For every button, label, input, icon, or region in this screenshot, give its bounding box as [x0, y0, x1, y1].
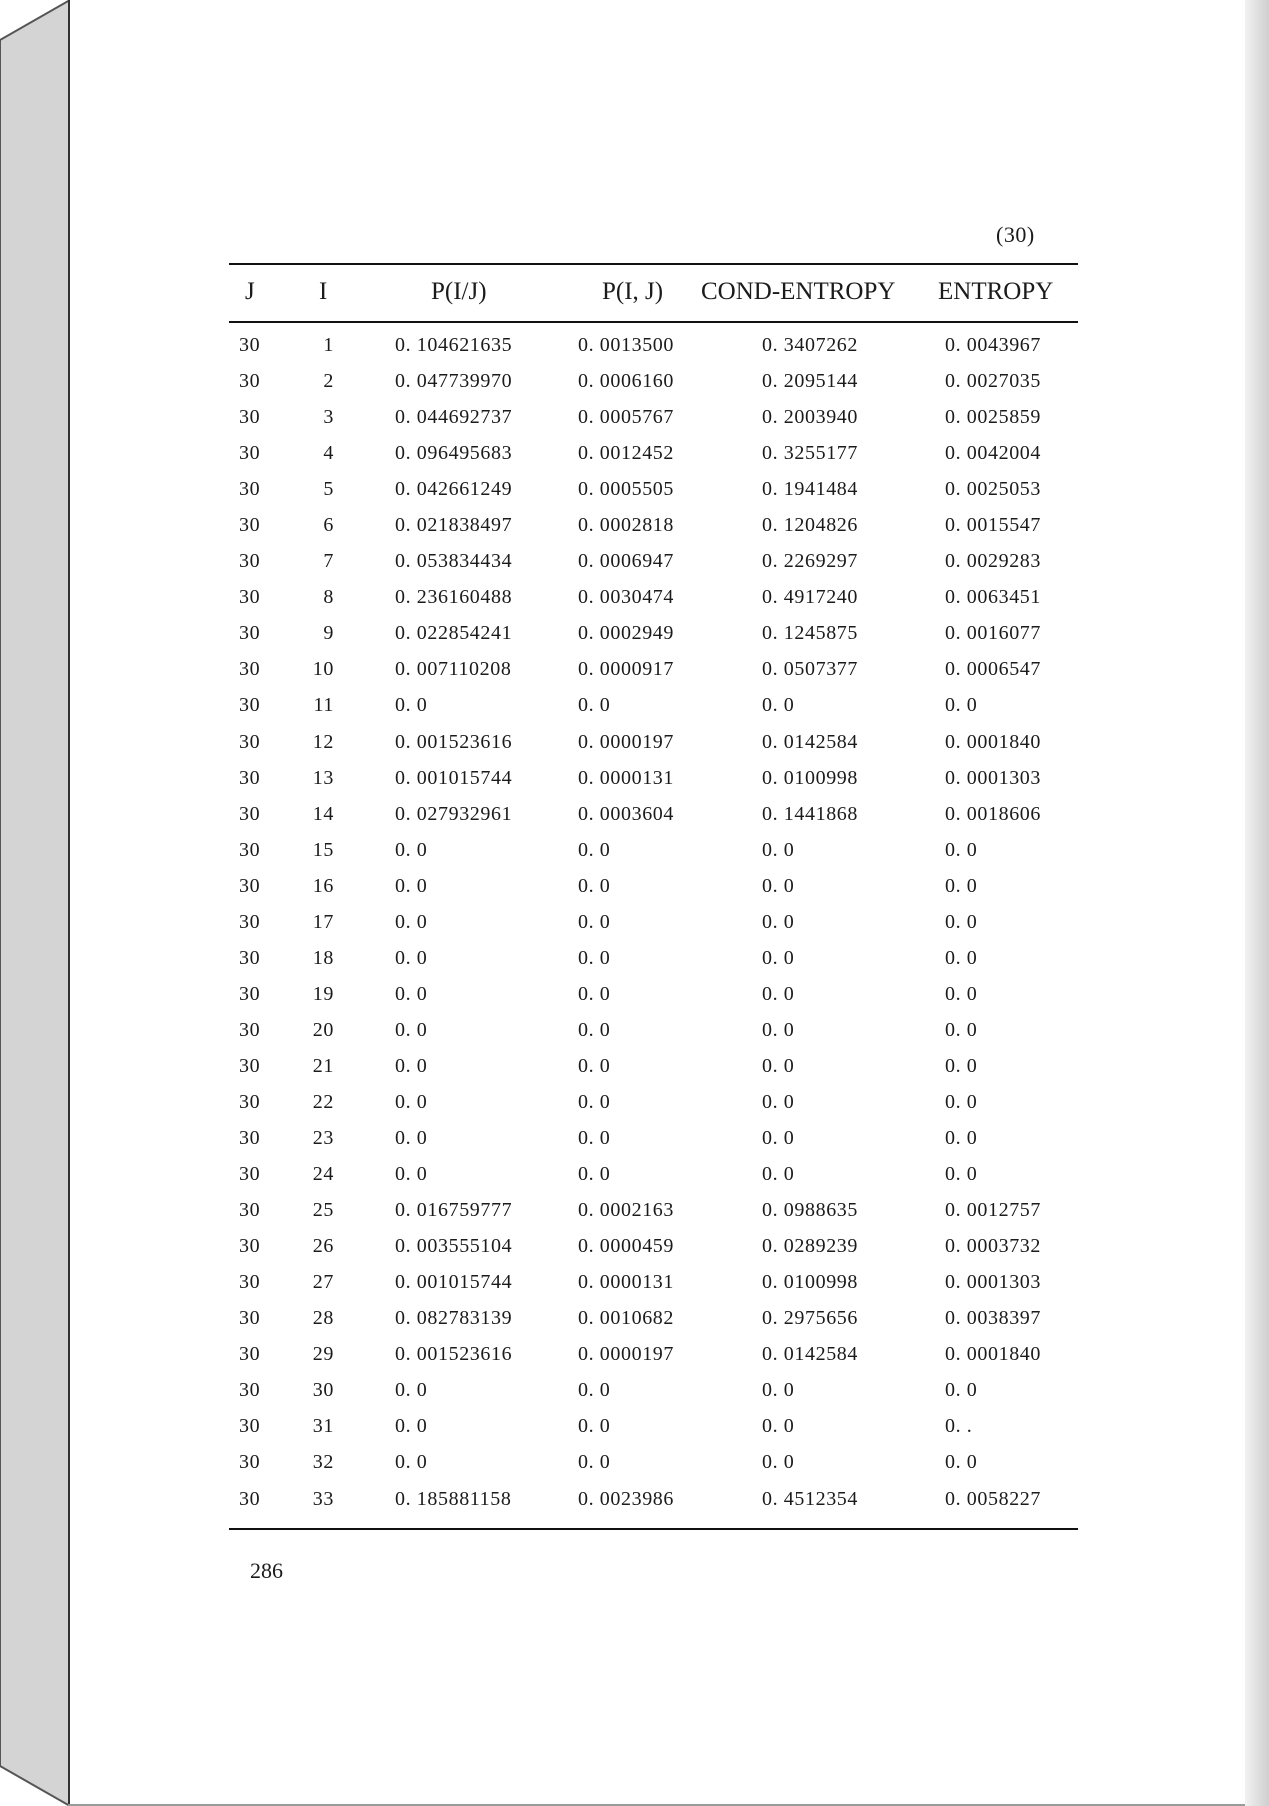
cell-cond-entropy: 0. 0289239: [762, 1235, 858, 1258]
cell-i: 2: [323, 370, 334, 393]
table-row: [229, 1484, 1078, 1520]
cell-conditional-probability: 0. 001523616: [395, 730, 513, 753]
column-header-entropy: ENTROPY: [938, 278, 1054, 305]
cell-entropy: 0. 0025859: [945, 406, 1041, 429]
table-row: [229, 1159, 1078, 1195]
cell-joint-probability: 0. 0005505: [578, 478, 674, 501]
cell-conditional-probability: 0. 0: [395, 1451, 428, 1474]
cell-j: 30: [239, 1054, 261, 1077]
cell-i: 33: [312, 1487, 334, 1510]
table-row: [229, 1411, 1078, 1447]
cell-joint-probability: 0. 0000131: [578, 1271, 674, 1294]
cell-entropy: 0. 0: [945, 1018, 978, 1041]
cell-entropy: 0. 0012757: [945, 1199, 1041, 1222]
cell-i: 3: [323, 406, 334, 429]
cell-entropy: 0. 0: [945, 694, 978, 717]
table-section-tag: (30): [996, 222, 1035, 247]
cell-i: 19: [312, 982, 334, 1005]
table-row: [229, 1015, 1078, 1051]
cell-cond-entropy: 0. 0: [762, 1379, 795, 1402]
cell-cond-entropy: 0. 2003940: [762, 406, 858, 429]
cell-joint-probability: 0. 0005767: [578, 406, 674, 429]
cell-entropy: 0. .: [945, 1415, 973, 1438]
table-row: [229, 1267, 1078, 1303]
cell-j: 30: [239, 1271, 261, 1294]
cell-conditional-probability: 0. 185881158: [395, 1487, 512, 1510]
cell-entropy: 0. 0038397: [945, 1307, 1041, 1330]
cell-j: 30: [239, 1379, 261, 1402]
cell-joint-probability: 0. 0: [578, 874, 611, 897]
cell-conditional-probability: 0. 104621635: [395, 334, 513, 356]
cell-j: 30: [239, 910, 261, 933]
cell-entropy: 0. 0: [945, 1379, 978, 1402]
cell-cond-entropy: 0. 3255177: [762, 442, 858, 465]
cell-joint-probability: 0. 0002949: [578, 622, 674, 645]
cell-i: 10: [312, 658, 334, 681]
cell-joint-probability: 0. 0000131: [578, 766, 674, 789]
table-row: [229, 1051, 1078, 1087]
cell-j: 30: [239, 802, 261, 825]
cell-conditional-probability: 0. 0: [395, 1054, 428, 1077]
cell-j: 30: [239, 550, 261, 573]
scan-right-edge: [1245, 0, 1269, 1806]
cell-entropy: 0. 0: [945, 1451, 978, 1474]
cell-j: 30: [239, 478, 261, 501]
cell-j: 30: [239, 334, 261, 356]
cell-cond-entropy: 0. 0: [762, 874, 795, 897]
cell-entropy: 0. 0015547: [945, 514, 1041, 537]
cell-j: 30: [239, 1307, 261, 1330]
cell-conditional-probability: 0. 0: [395, 1018, 428, 1041]
cell-conditional-probability: 0. 001015744: [395, 1271, 513, 1294]
cell-joint-probability: 0. 0000197: [578, 730, 674, 753]
cell-joint-probability: 0. 0: [578, 1127, 611, 1150]
cell-conditional-probability: 0. 082783139: [395, 1307, 513, 1330]
cell-cond-entropy: 0. 0142584: [762, 1343, 858, 1366]
cell-j: 30: [239, 622, 261, 645]
cell-i: 7: [323, 550, 334, 573]
cell-conditional-probability: 0. 0: [395, 694, 428, 717]
cell-j: 30: [239, 946, 261, 969]
table-row: [229, 1447, 1078, 1483]
cell-cond-entropy: 0. 1245875: [762, 622, 858, 645]
cell-entropy: 0. 0: [945, 1163, 978, 1186]
cell-entropy: 0. 0001840: [945, 730, 1041, 753]
cell-j: 30: [239, 982, 261, 1005]
cell-entropy: 0. 0003732: [945, 1235, 1041, 1258]
cell-j: 30: [239, 1090, 261, 1113]
table-row: [229, 871, 1078, 907]
cell-j: 30: [239, 586, 261, 609]
cell-i: 8: [323, 586, 334, 609]
cell-entropy: 0. 0: [945, 946, 978, 969]
cell-entropy: 0. 0027035: [945, 370, 1041, 393]
cell-i: 1: [323, 334, 334, 356]
cell-i: 31: [312, 1415, 334, 1438]
cell-conditional-probability: 0. 0: [395, 874, 428, 897]
cell-entropy: 0. 0029283: [945, 550, 1041, 573]
cell-conditional-probability: 0. 001015744: [395, 766, 513, 789]
cell-joint-probability: 0. 0000917: [578, 658, 674, 681]
cell-conditional-probability: 0. 096495683: [395, 442, 513, 465]
cell-entropy: 0. 0001303: [945, 1271, 1041, 1294]
cell-joint-probability: 0. 0: [578, 1054, 611, 1077]
cell-cond-entropy: 0. 0: [762, 1054, 795, 1077]
cell-conditional-probability: 0. 0: [395, 1127, 428, 1150]
cell-j: 30: [239, 1415, 261, 1438]
cell-j: 30: [239, 1235, 261, 1258]
cell-conditional-probability: 0. 0: [395, 1415, 428, 1438]
cell-conditional-probability: 0. 053834434: [395, 550, 513, 573]
table-row: [229, 943, 1078, 979]
cell-conditional-probability: 0. 047739970: [395, 370, 513, 393]
table-header-rule: [229, 321, 1078, 323]
cell-cond-entropy: 0. 0: [762, 1018, 795, 1041]
cell-i: 26: [312, 1235, 334, 1258]
cell-conditional-probability: 0. 007110208: [395, 658, 512, 681]
table-header: [229, 266, 1078, 320]
cell-cond-entropy: 0. 0988635: [762, 1199, 858, 1222]
cell-conditional-probability: 0. 044692737: [395, 406, 513, 429]
table-row: [229, 582, 1078, 618]
table-row: [229, 1231, 1078, 1267]
cell-joint-probability: 0. 0023986: [578, 1487, 674, 1510]
cell-conditional-probability: 0. 016759777: [395, 1199, 513, 1222]
cell-joint-probability: 0. 0: [578, 1090, 611, 1113]
column-header-i: I: [319, 278, 328, 305]
cell-conditional-probability: 0. 027932961: [395, 802, 513, 825]
cell-i: 32: [312, 1451, 334, 1474]
table-row: [229, 727, 1078, 763]
cell-j: 30: [239, 766, 261, 789]
cell-j: 30: [239, 1343, 261, 1366]
cell-cond-entropy: 0. 3407262: [762, 334, 858, 356]
cell-i: 29: [312, 1343, 334, 1366]
cell-cond-entropy: 0. 1204826: [762, 514, 858, 537]
cell-i: 24: [312, 1163, 334, 1186]
cell-cond-entropy: 0. 1941484: [762, 478, 858, 501]
cell-joint-probability: 0. 0003604: [578, 802, 674, 825]
cell-entropy: 0. 0018606: [945, 802, 1041, 825]
cell-joint-probability: 0. 0: [578, 1415, 611, 1438]
cell-joint-probability: 0. 0000459: [578, 1235, 674, 1258]
cell-cond-entropy: 0. 2095144: [762, 370, 858, 393]
cell-i: 16: [312, 874, 334, 897]
cell-i: 23: [312, 1127, 334, 1150]
cell-entropy: 0. 0006547: [945, 658, 1041, 681]
cell-cond-entropy: 0. 2269297: [762, 550, 858, 573]
cell-joint-probability: 0. 0: [578, 1163, 611, 1186]
cell-joint-probability: 0. 0: [578, 1018, 611, 1041]
cell-j: 30: [239, 1487, 261, 1510]
table-top-rule: [229, 263, 1078, 265]
cell-conditional-probability: 0. 021838497: [395, 514, 513, 537]
table-row: [229, 835, 1078, 871]
cell-j: 30: [239, 442, 261, 465]
cell-i: 20: [312, 1018, 334, 1041]
cell-i: 17: [312, 910, 334, 933]
cell-joint-probability: 0. 0000197: [578, 1343, 674, 1366]
cell-conditional-probability: 0. 0: [395, 910, 428, 933]
table-row: [229, 402, 1078, 438]
cell-cond-entropy: 0. 0142584: [762, 730, 858, 753]
cell-conditional-probability: 0. 236160488: [395, 586, 513, 609]
cell-cond-entropy: 0. 0: [762, 1090, 795, 1113]
cell-entropy: 0. 0063451: [945, 586, 1041, 609]
book-spine-edge: [0, 0, 70, 1806]
cell-conditional-probability: 0. 0: [395, 838, 428, 861]
table-row: [229, 366, 1078, 402]
cell-cond-entropy: 0. 0: [762, 838, 795, 861]
cell-i: 6: [323, 514, 334, 537]
cell-conditional-probability: 0. 022854241: [395, 622, 513, 645]
table-row: [229, 1195, 1078, 1231]
table-row: [229, 1339, 1078, 1375]
cell-cond-entropy: 0. 0: [762, 1127, 795, 1150]
cell-entropy: 0. 0: [945, 982, 978, 1005]
table-row: [229, 1123, 1078, 1159]
cell-i: 30: [312, 1379, 334, 1402]
cell-joint-probability: 0. 0002818: [578, 514, 674, 537]
cell-conditional-probability: 0. 0: [395, 1163, 428, 1186]
table-row: [229, 907, 1078, 943]
cell-joint-probability: 0. 0: [578, 946, 611, 969]
cell-joint-probability: 0. 0: [578, 694, 611, 717]
cell-conditional-probability: 0. 0: [395, 946, 428, 969]
cell-cond-entropy: 0. 2975656: [762, 1307, 858, 1330]
cell-conditional-probability: 0. 001523616: [395, 1343, 513, 1366]
cell-joint-probability: 0. 0002163: [578, 1199, 674, 1222]
cell-conditional-probability: 0. 0: [395, 982, 428, 1005]
cell-j: 30: [239, 1199, 261, 1222]
cell-cond-entropy: 0. 4512354: [762, 1487, 858, 1510]
cell-j: 30: [239, 1127, 261, 1150]
table-row: [229, 474, 1078, 510]
cell-entropy: 0. 0: [945, 874, 978, 897]
cell-j: 30: [239, 1018, 261, 1041]
cell-conditional-probability: 0. 003555104: [395, 1235, 513, 1258]
cell-j: 30: [239, 658, 261, 681]
page-number: 286: [250, 1558, 283, 1583]
cell-cond-entropy: 0. 1441868: [762, 802, 858, 825]
cell-i: 28: [312, 1307, 334, 1330]
cell-cond-entropy: 0. 0: [762, 946, 795, 969]
cell-j: 30: [239, 406, 261, 429]
table-row: [229, 799, 1078, 835]
cell-j: 30: [239, 370, 261, 393]
cell-entropy: 0. 0043967: [945, 334, 1041, 356]
cell-entropy: 0. 0: [945, 1127, 978, 1150]
table-row: [229, 1303, 1078, 1339]
table-bottom-rule: [229, 1528, 1078, 1530]
cell-joint-probability: 0. 0: [578, 910, 611, 933]
cell-j: 30: [239, 1163, 261, 1186]
cell-entropy: 0. 0001303: [945, 766, 1041, 789]
cell-conditional-probability: 0. 0: [395, 1090, 428, 1113]
cell-i: 11: [313, 694, 334, 717]
cell-j: 30: [239, 694, 261, 717]
table-row: [229, 763, 1078, 799]
cell-entropy: 0. 0058227: [945, 1487, 1041, 1510]
cell-joint-probability: 0. 0006160: [578, 370, 674, 393]
table-row: [229, 618, 1078, 654]
column-header-conditional-probability: P(I/J): [431, 278, 487, 305]
cell-cond-entropy: 0. 0507377: [762, 658, 858, 681]
table-row: [229, 330, 1078, 366]
column-header-j: J: [245, 278, 255, 305]
cell-joint-probability: 0. 0030474: [578, 586, 674, 609]
cell-entropy: 0. 0: [945, 1054, 978, 1077]
cell-conditional-probability: 0. 042661249: [395, 478, 513, 501]
table-row: [229, 690, 1078, 726]
cell-entropy: 0. 0: [945, 910, 978, 933]
cell-entropy: 0. 0042004: [945, 442, 1041, 465]
table-row: [229, 979, 1078, 1015]
cell-j: 30: [239, 514, 261, 537]
cell-i: 25: [312, 1199, 334, 1222]
cell-entropy: 0. 0: [945, 1090, 978, 1113]
cell-cond-entropy: 0. 0: [762, 694, 795, 717]
cell-entropy: 0. 0016077: [945, 622, 1041, 645]
cell-entropy: 0. 0001840: [945, 1343, 1041, 1366]
cell-cond-entropy: 0. 0: [762, 1451, 795, 1474]
cell-joint-probability: 0. 0: [578, 838, 611, 861]
cell-joint-probability: 0. 0012452: [578, 442, 674, 465]
cell-i: 15: [312, 838, 334, 861]
column-header-joint-probability: P(I, J): [602, 278, 664, 305]
table-row: [229, 546, 1078, 582]
cell-cond-entropy: 0. 4917240: [762, 586, 858, 609]
cell-conditional-probability: 0. 0: [395, 1379, 428, 1402]
cell-j: 30: [239, 874, 261, 897]
cell-cond-entropy: 0. 0: [762, 1163, 795, 1186]
cell-joint-probability: 0. 0006947: [578, 550, 674, 573]
table-row: [229, 654, 1078, 690]
cell-i: 27: [312, 1271, 334, 1294]
table-body: [229, 330, 1078, 1520]
table-row: [229, 510, 1078, 546]
cell-j: 30: [239, 838, 261, 861]
cell-cond-entropy: 0. 0: [762, 982, 795, 1005]
cell-joint-probability: 0. 0010682: [578, 1307, 674, 1330]
table-row: [229, 1087, 1078, 1123]
column-header-cond-entropy: COND-ENTROPY: [701, 278, 896, 305]
cell-cond-entropy: 0. 0100998: [762, 766, 858, 789]
cell-i: 13: [312, 766, 334, 789]
cell-joint-probability: 0. 0: [578, 1379, 611, 1402]
cell-cond-entropy: 0. 0: [762, 1415, 795, 1438]
cell-i: 21: [312, 1054, 334, 1077]
cell-i: 5: [323, 478, 334, 501]
cell-cond-entropy: 0. 0100998: [762, 1271, 858, 1294]
table-row: [229, 438, 1078, 474]
cell-j: 30: [239, 730, 261, 753]
cell-i: 12: [312, 730, 334, 753]
cell-i: 22: [312, 1090, 334, 1113]
cell-i: 18: [312, 946, 334, 969]
table-row: [229, 1375, 1078, 1411]
cell-j: 30: [239, 1451, 261, 1474]
cell-joint-probability: 0. 0: [578, 982, 611, 1005]
cell-cond-entropy: 0. 0: [762, 910, 795, 933]
cell-i: 14: [312, 802, 334, 825]
cell-entropy: 0. 0025053: [945, 478, 1041, 501]
cell-entropy: 0. 0: [945, 838, 978, 861]
cell-joint-probability: 0. 0013500: [578, 334, 674, 356]
cell-i: 4: [323, 442, 334, 465]
cell-joint-probability: 0. 0: [578, 1451, 611, 1474]
cell-i: 9: [323, 622, 334, 645]
